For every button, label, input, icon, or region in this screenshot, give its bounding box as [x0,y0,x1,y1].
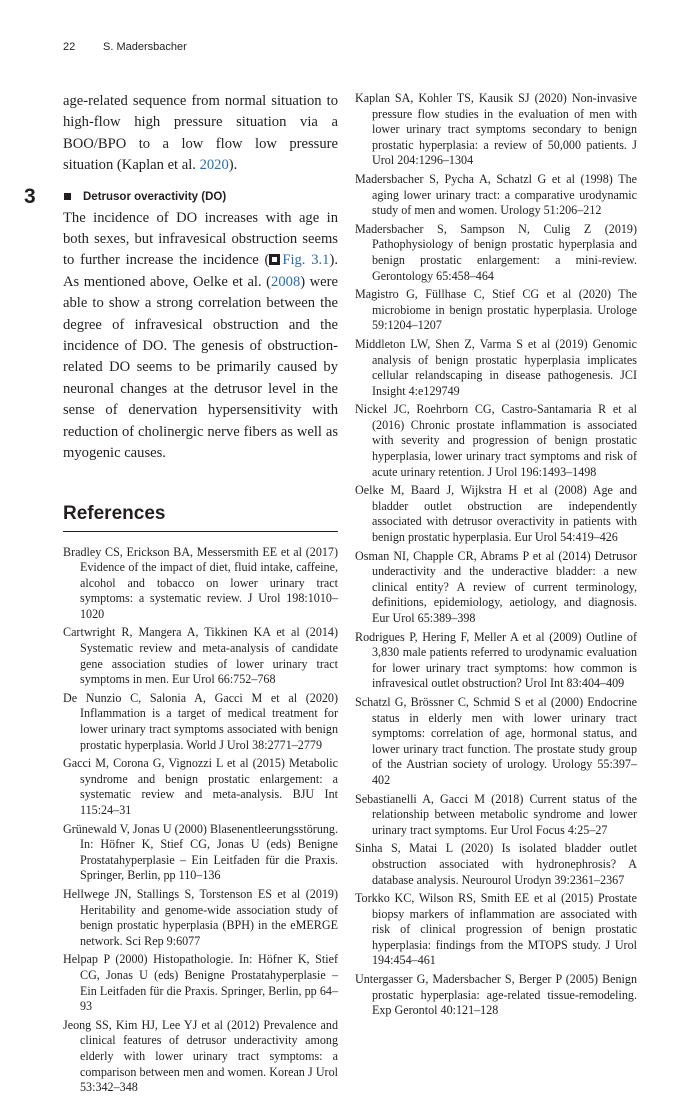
reference-item: Torkko KC, Wilson RS, Smith EE et al (2015) Prostate biopsy markers of inflammation are associated with risk of clinical progression of benign prostatic hyperplasia: findings from the MTOPS study. J Urol 194:454–461 [355,891,637,968]
reference-item: Grünewald V, Jonas U (2000) Blasenentleerungsstörung. In: Höfner K, Stief CG, Jonas U (eds) Benigne Prostatahyperplasie – Ein Leitfaden für die Praxis. Springer, Berlin, pp 110–136 [63,821,338,883]
reference-item: Nickel JC, Roehrborn CG, Castro-Santamaria R et al (2016) Chronic prostate inflammation is associated with severity and progression of benign prostatic hyperplasia, lower urinary tract symptoms and risk of acute urinary retention. J Urol 196:1493–1498 [355,402,637,479]
bullet-square-icon [64,193,71,200]
reference-list-right [355,91,637,1019]
reference-item: Hellwege JN, Stallings S, Torstenson ES et al (2019) Heritability and genome-wide association study of benign prostatic hyperplasia (BPH) in the eMERGE network. Sci Rep 9:6077 [63,886,338,948]
running-head-author: S. Madersbacher [103,41,187,53]
citation-link[interactable]: 2020 [199,157,229,174]
chapter-number: 3 [24,185,36,208]
reference-item: Helpap P (2000) Histopathologie. In: Höfner K, Stief CG, Jonas U (eds) Benigne Prostatahyperplasie – Ein Leitfaden für die Praxis. Springer, Berlin, pp 64–93 [63,952,338,1014]
reference-item: De Nunzio C, Salonia A, Gacci M et al (2020) Inflammation is a target of medical treatment for lower urinary tract symptoms associated with benign prostatic hyperplasia. World J Urol 38:2771–2779 [63,690,338,752]
reference-item: Jeong SS, Kim HJ, Lee YJ et al (2012) Prevalence and clinical features of detrusor underactivity among elderly with lower urinary tract symptoms: a comparison between men and women. Korean J Urol 53:342–348 [63,1017,338,1095]
section-paragraph [63,208,338,465]
paragraph-text: ). As mentioned above, Oelke et al. ( [63,252,338,290]
intro-text: age-related sequence from normal situation to high-flow high pressure situation via a BOO/BPO to a low flow low pressure situation (Kaplan et al. [63,93,338,174]
figure-reference-text: Fig. 3.1 [282,252,330,269]
reference-item: Cartwright R, Mangera A, Tikkinen KA et al (2014) Systematic review and meta-analysis of candidate gene association studies of lower urinary tract symptoms in men. Eur Urol 66:752–768 [63,625,338,687]
paragraph-text: The incidence of DO increases with age in both sexes, but infravesical obstruction seems to further increase the incidence ( [63,209,338,269]
reference-item: Rodrigues P, Hering F, Meller A et al (2009) Outline of 3,830 male patients referred to urodynamic evaluation for lower urinary tract symptoms: how common is infravesical outlet obstruction? Urol Int 83:404–409 [355,629,637,691]
reference-item: Madersbacher S, Sampson N, Culig Z (2019) Pathophysiology of benign prostatic hyperplasia and benign prostatic enlargement: a mini-review. Gerontology 65:458–464 [355,221,637,283]
reference-item: Madersbacher S, Pycha A, Schatzl G et al (1998) The aging lower urinary tract: a comparative urodynamic study of men and women. Urology 51:206–212 [355,171,637,218]
reference-item: Middleton LW, Shen Z, Varma S et al (2019) Genomic analysis of benign prostatic hyperplasia implicates cellular relandscaping in disease pathogenesis. JCI Insight 4:e129749 [355,336,637,398]
reference-item: Schatzl G, Brössner C, Schmid S et al (2000) Endocrine status in elderly men with lower urinary tract symptoms: correlation of age, hormonal status, and lower urinary tract function. The prostate study group of the Austrian society of urology. Urology 55:397–402 [355,694,637,787]
reference-item: Sinha S, Matai L (2020) Is isolated bladder outlet obstruction associated with hydronephrosis? A database analysis. Neurourol Urodyn 39:2361–2367 [355,841,637,887]
reference-item: Sebastianelli A, Gacci M (2018) Current status of the relationship between metabolic syndrome and lower urinary tract symptoms. Eur Urol Focus 4:25–27 [355,791,637,837]
reference-item: Untergasser G, Madersbacher S, Berger P (2005) Benign prostatic hyperplasia: age-related tissue-remodeling. Exp Gerontol 40:121–128 [355,972,637,1018]
figure-reference-link[interactable] [269,252,329,268]
reference-item: Osman NI, Chapple CR, Abrams P et al (2014) Detrusor underactivity and the underactive bladder: a new clinical entity? A review of current terminology, definitions, epidemiology, aetiology, and diagnosis. Eur Urol 65:389–398 [355,548,637,625]
reference-item: Bradley CS, Erickson BA, Messersmith EE et al (2017) Evidence of the impact of diet, fluid intake, caffeine, alcohol and tobacco on lower urinary tract symptoms: a systematic review. J Urol 198:1010–1020 [63,544,338,621]
reference-item: Magistro G, Füllhase C, Stief CG et al (2020) The microbiome in benign prostatic hyperplasia. Urologe 59:1204–1207 [355,287,637,333]
reference-item: Kaplan SA, Kohler TS, Kausik SJ (2020) Non-invasive pressure flow studies in the evaluation of men with lower urinary tract symptoms secondary to benign prostatic hyperplasia: a review of 50,000 patients. J Urol 204:1296–1304 [355,91,637,168]
right-column [355,91,637,1022]
left-column [63,91,338,1099]
figure-icon [269,254,280,265]
reference-item: Oelke M, Baard J, Wijkstra H et al (2008) Age and bladder outlet obstruction are independently associated with detrusor overactivity in patients with benign prostatic hyperplasia. Eur Urol 54:419–426 [355,483,637,545]
reference-list-left [63,545,338,1096]
citation-link[interactable]: 2008 [271,273,301,290]
paragraph-text: ) were able to show a strong correlation between the degree of infravesical obstruction and the incidence of DO. The genesis of obstruction-related DO seems to be primarily caused by neuronal changes at the detrusor level in the sense of denervation hypersensitivity with reduction of cholinergic nerve fibers as well as myogenic causes. [63,273,338,462]
section-heading-text: Detrusor overactivity (DO) [83,190,227,203]
page-number: 22 [63,41,76,53]
intro-paragraph [63,91,338,177]
intro-text-end: ). [228,157,238,174]
reference-item: Gacci M, Corona G, Vignozzi L et al (2015) Metabolic syndrome and benign prostatic enlargement: a systematic review and meta-analysis. BJU Int 115:24–31 [63,756,338,817]
section-heading [63,188,338,206]
references-heading: References [63,503,338,532]
running-head [63,41,187,53]
